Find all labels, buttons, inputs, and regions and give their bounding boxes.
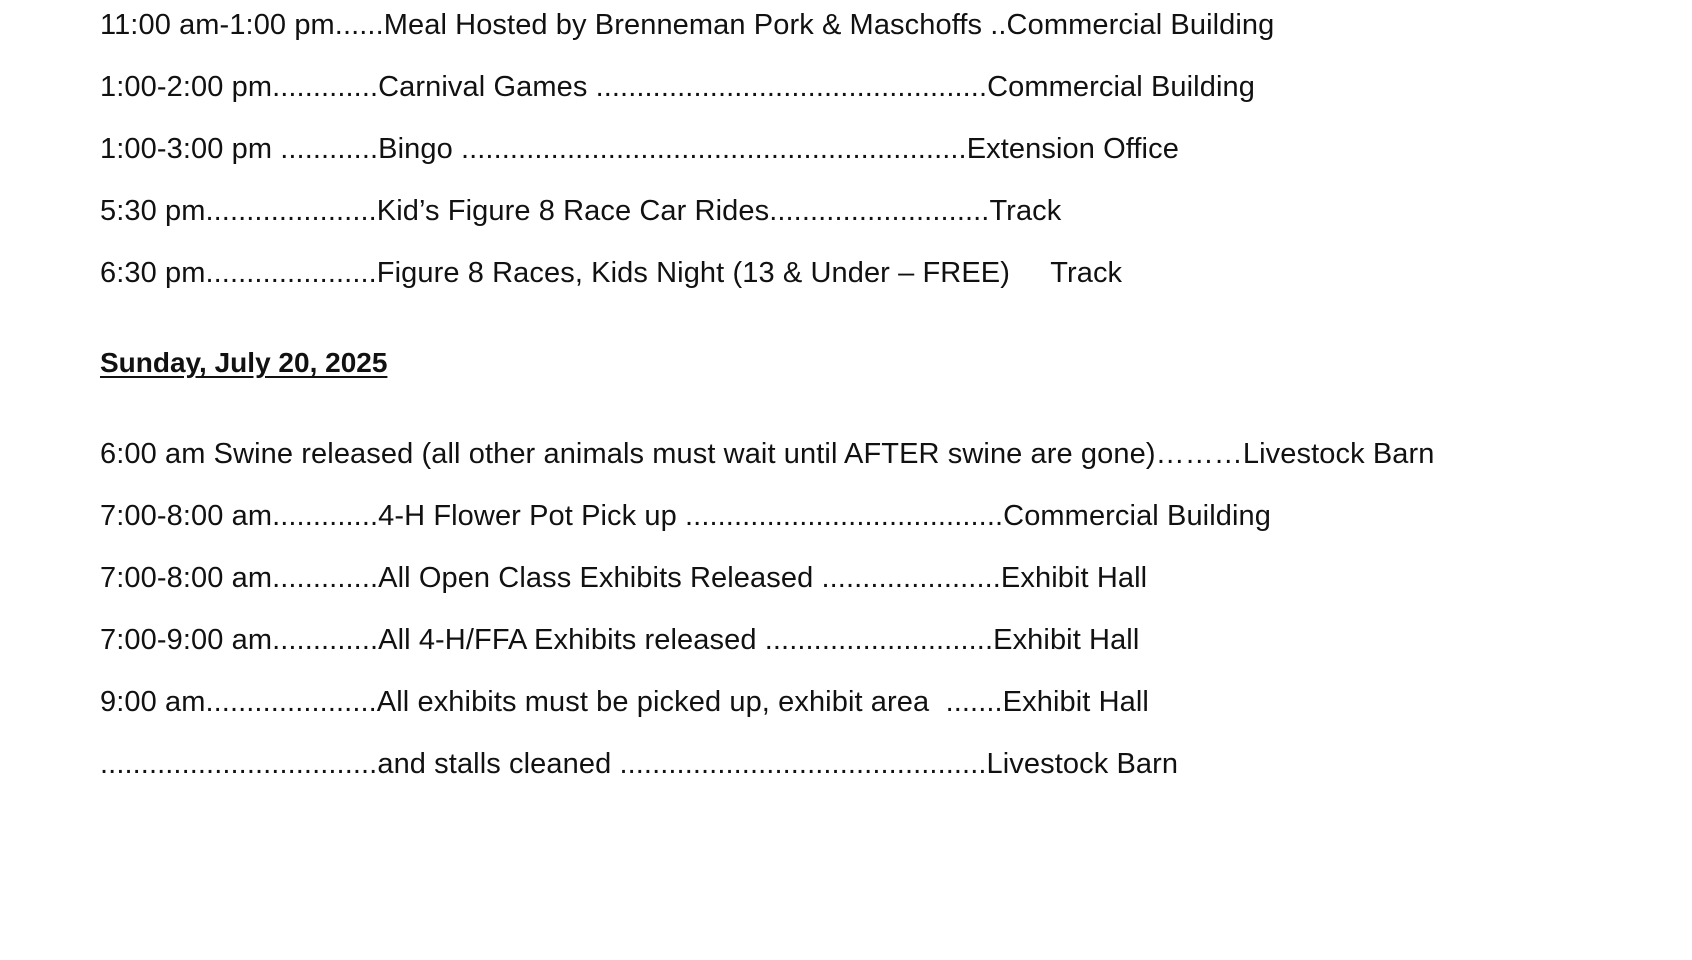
schedule-line: 7:00-9:00 am.............All 4-H/FFA Exhibits released ............................Exhibit Hall [100, 624, 1140, 656]
schedule-line: 7:00-8:00 am.............All Open Class Exhibits Released ......................Exhibit Hall [100, 562, 1148, 594]
schedule-line: 6:30 pm.....................Figure 8 Races, Kids Night (13 & Under – FREE) Track [100, 257, 1123, 289]
schedule-line: 1:00-3:00 pm ............Bingo ..............................................................Extension Office [100, 133, 1179, 165]
schedule-line: 6:00 am Swine released (all other animals must wait until AFTER swine are gone)………Livestock Barn [100, 438, 1435, 470]
day-heading: Sunday, July 20, 2025 [100, 347, 388, 378]
schedule-line: 9:00 am.....................All exhibits must be picked up, exhibit area .......Exhibit Hall [100, 686, 1149, 718]
schedule-line: 11:00 am-1:00 pm......Meal Hosted by Brenneman Pork & Maschoffs ..Commercial Building [100, 9, 1275, 41]
schedule-line: 7:00-8:00 am.............4-H Flower Pot Pick up .......................................Commercial Building [100, 500, 1271, 532]
schedule-line: 5:30 pm.....................Kid’s Figure 8 Race Car Rides...........................Track [100, 195, 1062, 227]
schedule-line: ..................................and stalls cleaned .............................................Livestock Barn [100, 748, 1179, 780]
schedule-line: 1:00-2:00 pm.............Carnival Games ................................................Commercial Building [100, 71, 1255, 103]
